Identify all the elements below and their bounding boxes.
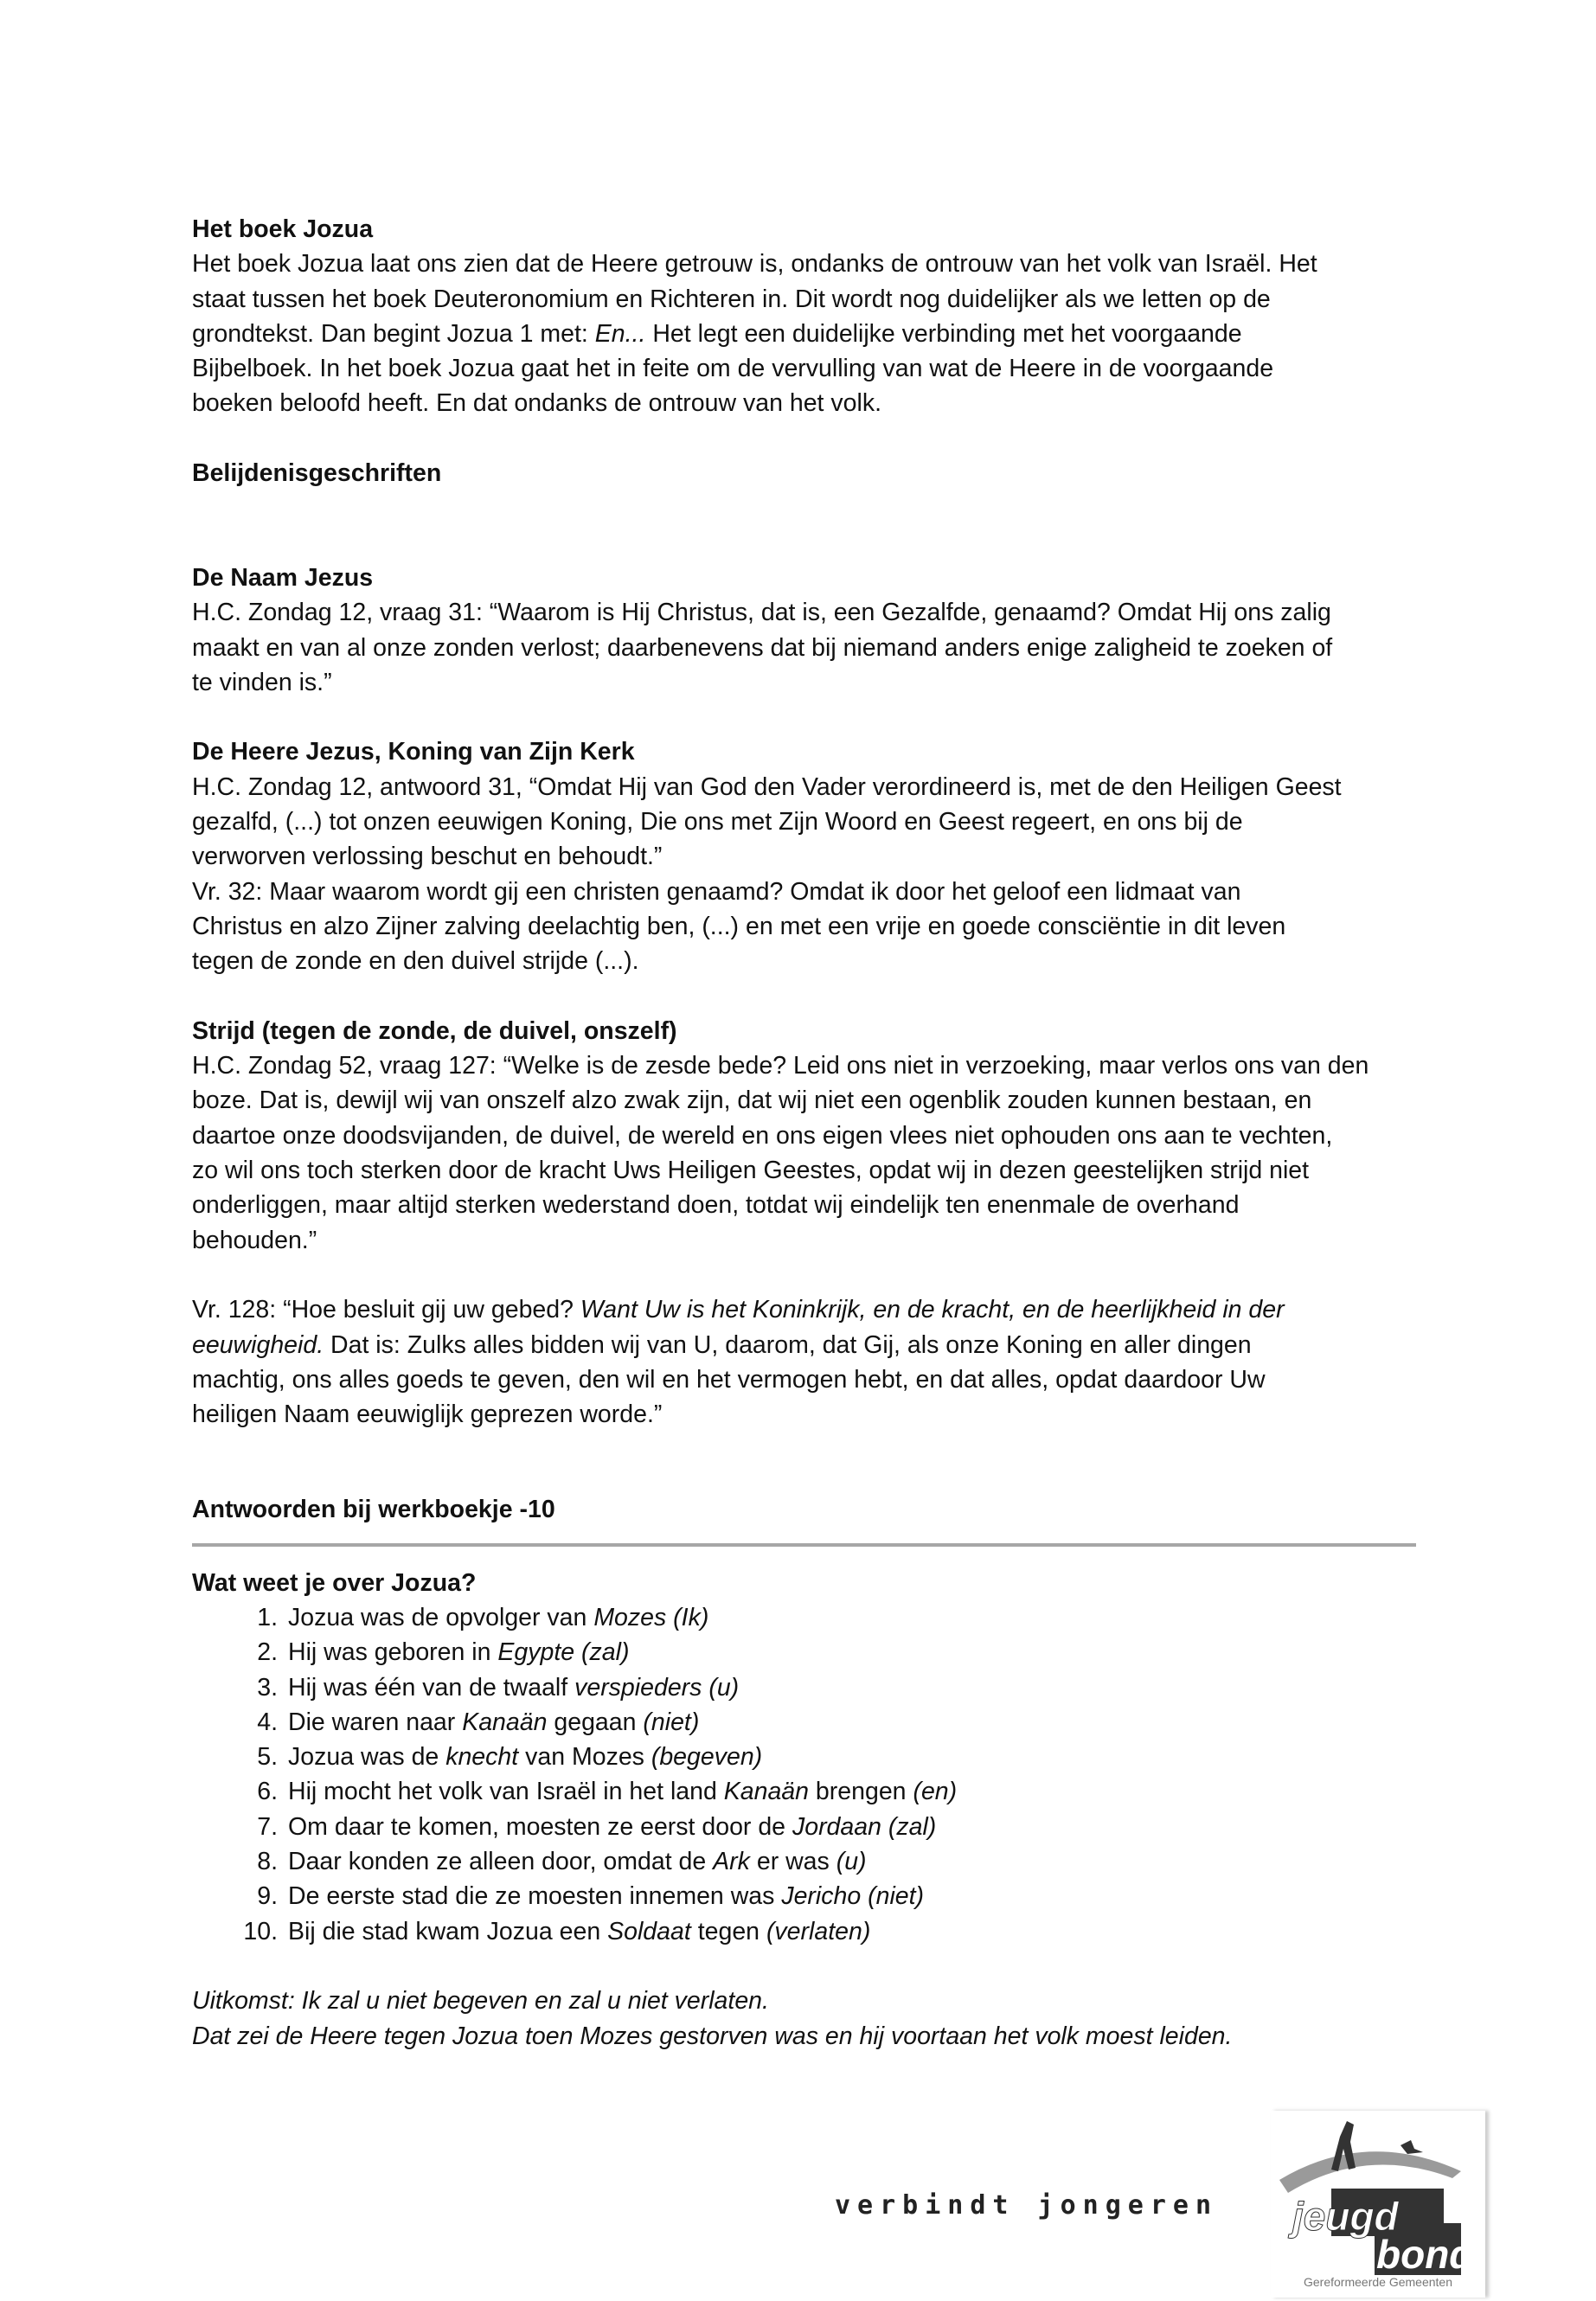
outcome-line-1: [192, 1984, 1420, 2018]
body-line: [192, 1397, 1420, 1432]
text-run: onderliggen, maar altijd sterken wederstand doen, totdat wij eindelijk ten enenmale de overhand: [192, 1191, 1240, 1220]
body-line: [192, 665, 1420, 700]
italic-text: (en): [913, 1778, 958, 1806]
text-run: machtig, ons alles goeds te geven, den wil en het vermogen hebt, en dat alles, opdat daardoor Uw: [192, 1365, 1266, 1394]
italic-text: (u): [836, 1848, 867, 1876]
text-run: Bijbelboek. In het boek Jozua gaat het in feite om de vervulling van wat de Heere in de voorgaande: [192, 355, 1274, 383]
text-run: er was: [749, 1848, 836, 1876]
section-heading: Strijd (tegen de zonde, de duivel, onszelf): [192, 1016, 677, 1045]
tagline-logo: verbindt jongeren: [835, 2190, 1219, 2221]
list-item: [192, 1774, 1420, 1809]
body-line: [192, 386, 1420, 420]
italic-text: (verlaten): [766, 1917, 871, 1945]
text-run: Vr. 32: Maar waarom wordt gij een christen genaamd? Omdat ik door het geloof een lidmaat van: [192, 877, 1241, 906]
text-run: staat tussen het boek Deuteronomium en Richteren in. Dit wordt nog duidelijker als we letten op de: [192, 285, 1271, 313]
divider: [192, 1543, 1416, 1547]
text-run: van Mozes: [518, 1743, 651, 1772]
text-run: behouden.”: [192, 1226, 317, 1254]
body-line: [192, 1048, 1420, 1083]
text-run: Het legt een duidelijke verbinding met het voorgaande: [645, 319, 1242, 348]
list-number: 5.: [257, 1743, 278, 1772]
text-run: Vr. 128: “Hoe besluit gij uw gebed?: [192, 1296, 580, 1324]
text-run: H.C. Zondag 12, vraag 31: “Waarom is Hij Christus, dat is, een Gezalfde, genaamd? Omdat Hij ons zalig: [192, 599, 1331, 627]
answers-question: Wat weet je over Jozua?: [192, 1568, 477, 1597]
list-item: [192, 1670, 1420, 1705]
list-item: [192, 1635, 1420, 1670]
italic-text: eeuwigheid.: [192, 1330, 324, 1359]
text-run: daartoe onze doodsvijanden, de duivel, de wereld en ons eigen vlees niet ophouden ons aan te vechten,: [192, 1121, 1333, 1150]
section-heading: Het boek Jozua: [192, 215, 374, 243]
body-line: [192, 1153, 1420, 1188]
text-run: Daar konden ze alleen door, omdat de: [288, 1848, 714, 1876]
text-run: Christus en alzo Zijner zalving deelachtig ben, (...) en met een vrije en goede consciëntie in dit leven: [192, 912, 1286, 940]
body-line: [192, 282, 1420, 317]
section-heading: De Naam Jezus: [192, 563, 374, 592]
text-run: zo wil ons toch sterken door de kracht Uws Heiligen Geestes, opdat wij in dezen geestelijken strijd niet: [192, 1157, 1310, 1185]
text-run: Hij was één van de twaalf: [288, 1673, 575, 1702]
logo-subtitle: Gereformeerde Gemeenten: [1304, 2275, 1452, 2289]
italic-text: Jericho (niet): [781, 1882, 925, 1911]
italic-text: Egypte (zal): [497, 1638, 630, 1667]
jeugdbond-logo-graphic: [1271, 2111, 1485, 2275]
list-number: 8.: [257, 1848, 278, 1876]
body-line: [192, 1223, 1420, 1258]
body-line: [192, 1328, 1420, 1362]
text-run: H.C. Zondag 52, vraag 127: “Welke is de zesde bede? Leid ons niet in verzoeking, maar verlos ons van den: [192, 1052, 1369, 1080]
list-number: 6.: [257, 1778, 278, 1806]
italic-text: Want Uw is het Koninkrijk, en de kracht, en de heerlijkheid in der: [580, 1296, 1285, 1324]
italic-text: En...: [594, 319, 646, 348]
body-line: [192, 1362, 1420, 1397]
body-line: [192, 317, 1420, 351]
answer-list: [192, 1600, 1420, 1949]
text-run: gegaan: [547, 1708, 644, 1736]
list-number: 1.: [257, 1603, 278, 1631]
document-body: [192, 212, 1420, 2054]
text-run: heiligen Naam eeuwiglijk geprezen worde.”: [192, 1400, 663, 1429]
italic-text: Ark: [713, 1848, 750, 1876]
italic-text: (niet): [643, 1708, 700, 1736]
text-run: maakt en van al onze zonden verlost; daarbenevens dat bij niemand anders enige zaligheid te zoeken of: [192, 633, 1333, 662]
text-run: tegen de zonde en den duivel strijde (...).: [192, 947, 639, 976]
body-line: [192, 1083, 1420, 1118]
text-run: boeken beloofd heeft. En dat ondanks de ontrouw van het volk.: [192, 389, 881, 418]
svg-text:bond: bond: [1376, 2232, 1474, 2275]
list-item: [192, 1600, 1420, 1635]
body-line: [192, 909, 1420, 944]
italic-text: verspieders (u): [574, 1673, 740, 1702]
text-run: grondtekst. Dan begint Jozua 1 met:: [192, 319, 595, 348]
text-run: te vinden is.”: [192, 668, 332, 696]
list-number: 7.: [257, 1812, 278, 1841]
body-line: [192, 839, 1420, 874]
italic-text: Mozes (Ik): [593, 1603, 709, 1631]
text-run: Die waren naar: [288, 1708, 463, 1736]
answers-title: Antwoorden bij werkboekje -10: [192, 1496, 555, 1524]
text-run: brengen: [809, 1778, 913, 1806]
body-line: [192, 804, 1420, 839]
body-line: [192, 944, 1420, 978]
list-item: [192, 1914, 1420, 1949]
italic-text: knecht: [445, 1743, 519, 1772]
list-item: [192, 1740, 1420, 1774]
body-line: [192, 875, 1420, 909]
section-heading: De Heere Jezus, Koning van Zijn Kerk: [192, 738, 635, 766]
italic-text: Kanaän: [723, 1778, 810, 1806]
outcome-line-2: [192, 2019, 1420, 2054]
text-run: verworven verlossing beschut en behoudt.”: [192, 843, 663, 871]
text-run: H.C. Zondag 12, antwoord 31, “Omdat Hij van God den Vader verordineerd is, met de den Heiligen Geest: [192, 772, 1342, 801]
italic-text: Kanaän: [462, 1708, 548, 1736]
text-run: Dat is: Zulks alles bidden wij van U, daarom, dat Gij, als onze Koning en aller dingen: [324, 1330, 1252, 1359]
italic-text: Jordaan (zal): [792, 1812, 937, 1841]
jeugdbond-logo: [1271, 2111, 1485, 2298]
list-number: 10.: [243, 1917, 278, 1945]
outcome-text-2: Dat zei de Heere tegen Jozua toen Mozes gestorven was en hij voortaan het volk moest leiden.: [192, 2022, 1233, 2050]
italic-text: Soldaat: [607, 1917, 691, 1945]
list-number: 4.: [257, 1708, 278, 1736]
text-run: Hij was geboren in: [288, 1638, 498, 1667]
outcome-text-1: Uitkomst: Ik zal u niet begeven en zal u niet verlaten.: [192, 1987, 769, 2016]
text-run: Jozua was de opvolger van: [288, 1603, 594, 1631]
list-number: 2.: [257, 1638, 278, 1667]
text-run: Om daar te komen, moesten ze eerst door de: [288, 1812, 792, 1841]
text-run: boze. Dat is, dewijl wij van onszelf alzo zwak zijn, dat wij niet een ogenblik zouden kunnen bestaan, en: [192, 1086, 1312, 1115]
text-run: De eerste stad die ze moesten innemen was: [288, 1882, 782, 1911]
list-item: [192, 1879, 1420, 1913]
section-heading: Belijdenisgeschriften: [192, 459, 442, 488]
body-line: [192, 631, 1420, 665]
body-line: [192, 1118, 1420, 1153]
body-line: [192, 1188, 1420, 1222]
body-line: [192, 1292, 1420, 1327]
text-run: gezalfd, (...) tot onzen eeuwigen Koning, Die ons met Zijn Woord en Geest regeert, en ons bij de: [192, 808, 1243, 836]
text-run: Bij die stad kwam Jozua een: [288, 1917, 608, 1945]
italic-text: (begeven): [651, 1743, 763, 1772]
body-line: [192, 351, 1420, 386]
list-item: [192, 1810, 1420, 1844]
list-item: [192, 1844, 1420, 1879]
list-number: 9.: [257, 1882, 278, 1911]
text-run: Hij mocht het volk van Israël in het land: [288, 1778, 724, 1806]
svg-text:jeugd: jeugd: [1292, 2194, 1399, 2239]
text-run: Jozua was de: [288, 1743, 446, 1772]
text-run: Het boek Jozua laat ons zien dat de Heere getrouw is, ondanks de ontrouw van het volk van Israël. Het: [192, 250, 1317, 279]
body-line: [192, 770, 1420, 804]
list-number: 3.: [257, 1673, 278, 1702]
list-item: [192, 1705, 1420, 1740]
body-line: [192, 247, 1420, 281]
sections: [192, 212, 1420, 1432]
body-line: [192, 595, 1420, 630]
text-run: tegen: [690, 1917, 766, 1945]
